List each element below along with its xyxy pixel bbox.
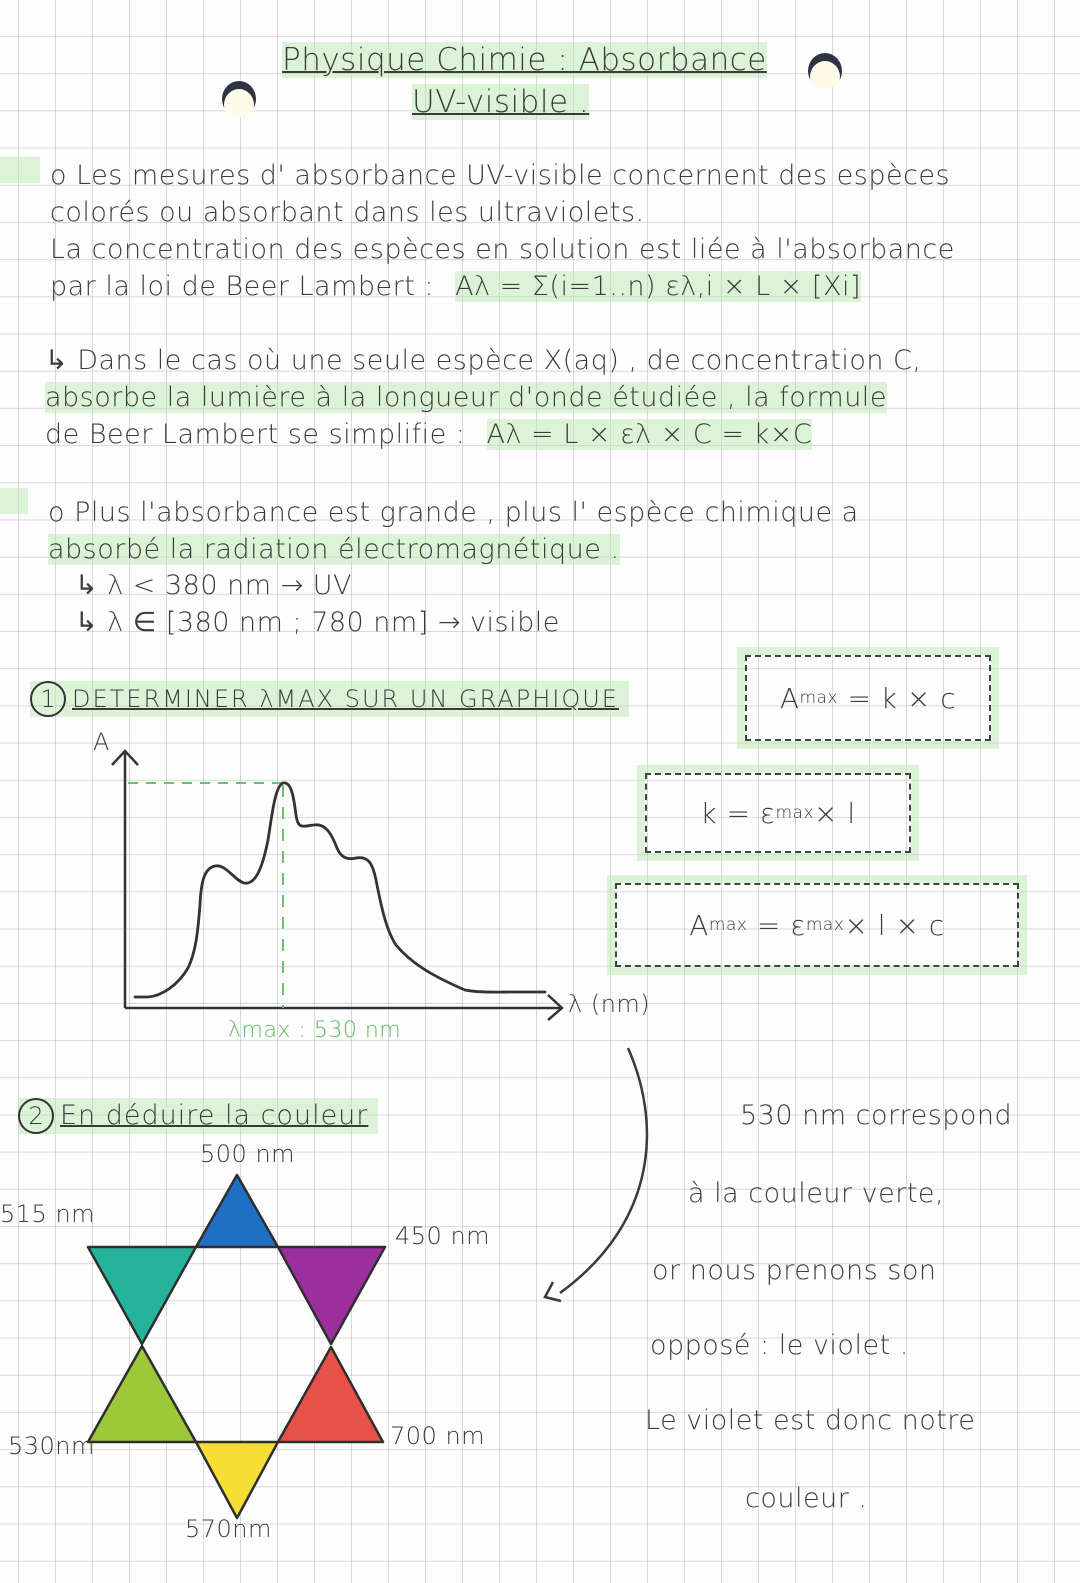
section-number: 1 xyxy=(30,681,66,717)
color-star xyxy=(88,1175,385,1518)
section-2-heading xyxy=(18,1098,378,1134)
uv-range-bullet: ↳ λ < 380 nm → UV xyxy=(75,570,353,601)
visible-range-bullet: ↳ λ ∈ [380 nm ; 780 nm] → visible xyxy=(75,607,560,638)
spectrum-curve xyxy=(135,783,545,997)
intro-line-2: colorés ou absorbant dans les ultraviolets. xyxy=(50,197,645,228)
single-species-line-1: ↳ Dans le cas où une seule espèce X(aq) , de concentration C, xyxy=(45,345,922,376)
page-title: Physique Chimie : Absorbance xyxy=(282,42,767,78)
y-axis-label: A xyxy=(93,728,110,756)
label-450nm: 450 nm xyxy=(395,1222,491,1250)
label-530nm: 530nm xyxy=(8,1432,95,1460)
section-2-title: En déduire la couleur xyxy=(60,1100,369,1131)
label-570nm: 570nm xyxy=(185,1515,272,1543)
triangle-570nm-yellow xyxy=(196,1442,278,1518)
x-axis-label: λ (nm) xyxy=(568,990,651,1018)
triangle-700nm-red xyxy=(278,1347,383,1442)
conclusion-line-5: Le violet est donc notre xyxy=(645,1405,976,1436)
absorbance-note-line-1: o Plus l'absorbance est grande , plus l' espèce chimique a xyxy=(48,497,859,528)
curved-arrow-head-icon xyxy=(545,1282,561,1301)
formula-box-amax-full: A max = ε max × l × c xyxy=(615,883,1019,967)
page-subtitle: UV-visible . xyxy=(412,84,590,120)
label-500nm: 500 nm xyxy=(200,1140,296,1168)
conclusion-line-6: couleur . xyxy=(745,1483,868,1514)
triangle-450nm-violet xyxy=(278,1247,385,1344)
conclusion-line-3: or nous prenons son xyxy=(652,1255,937,1286)
intro-line-4-text: par la loi de Beer Lambert : xyxy=(50,271,435,302)
intro-line-1: o Les mesures d' absorbance UV-visible concernent des espèces xyxy=(50,160,951,191)
formula-box-amax-kc: A max = k × c xyxy=(745,655,991,741)
triangle-530nm-green xyxy=(88,1346,196,1442)
conclusion-line-1: 530 nm correspond xyxy=(740,1100,1013,1131)
formula-box-k: k = ε max × l xyxy=(645,773,911,853)
label-700nm: 700 nm xyxy=(390,1422,486,1450)
conclusion-line-2: à la couleur verte, xyxy=(688,1178,945,1209)
section-1-title: DETERMINER λMAX SUR UN GRAPHIQUE xyxy=(72,685,619,713)
beer-lambert-formula: Aλ = Σ(i=1..n) ελ,i × L × [Xi] xyxy=(455,271,861,302)
simplified-formula: Aλ = L × ελ × C = k×C xyxy=(486,419,813,450)
conclusion-line-4: opposé : le violet . xyxy=(650,1330,909,1361)
absorbance-note-line-2: absorbé la radiation électromagnétique . xyxy=(48,534,620,565)
triangle-515nm-cyan xyxy=(88,1247,196,1344)
curved-arrow xyxy=(560,1048,647,1293)
label-515nm: 515 nm xyxy=(0,1200,96,1228)
single-species-line-3-text: de Beer Lambert se simplifie : xyxy=(45,419,466,450)
lambda-max-annotation: λmax : 530 nm xyxy=(228,1018,402,1043)
single-species-line-2: absorbe la lumière à la longueur d'onde étudiée , la formule xyxy=(45,382,887,413)
section-number: 2 xyxy=(18,1098,54,1134)
intro-line-3: La concentration des espèces en solution est liée à l'absorbance xyxy=(50,234,955,265)
triangle-500nm-blue xyxy=(196,1175,278,1247)
